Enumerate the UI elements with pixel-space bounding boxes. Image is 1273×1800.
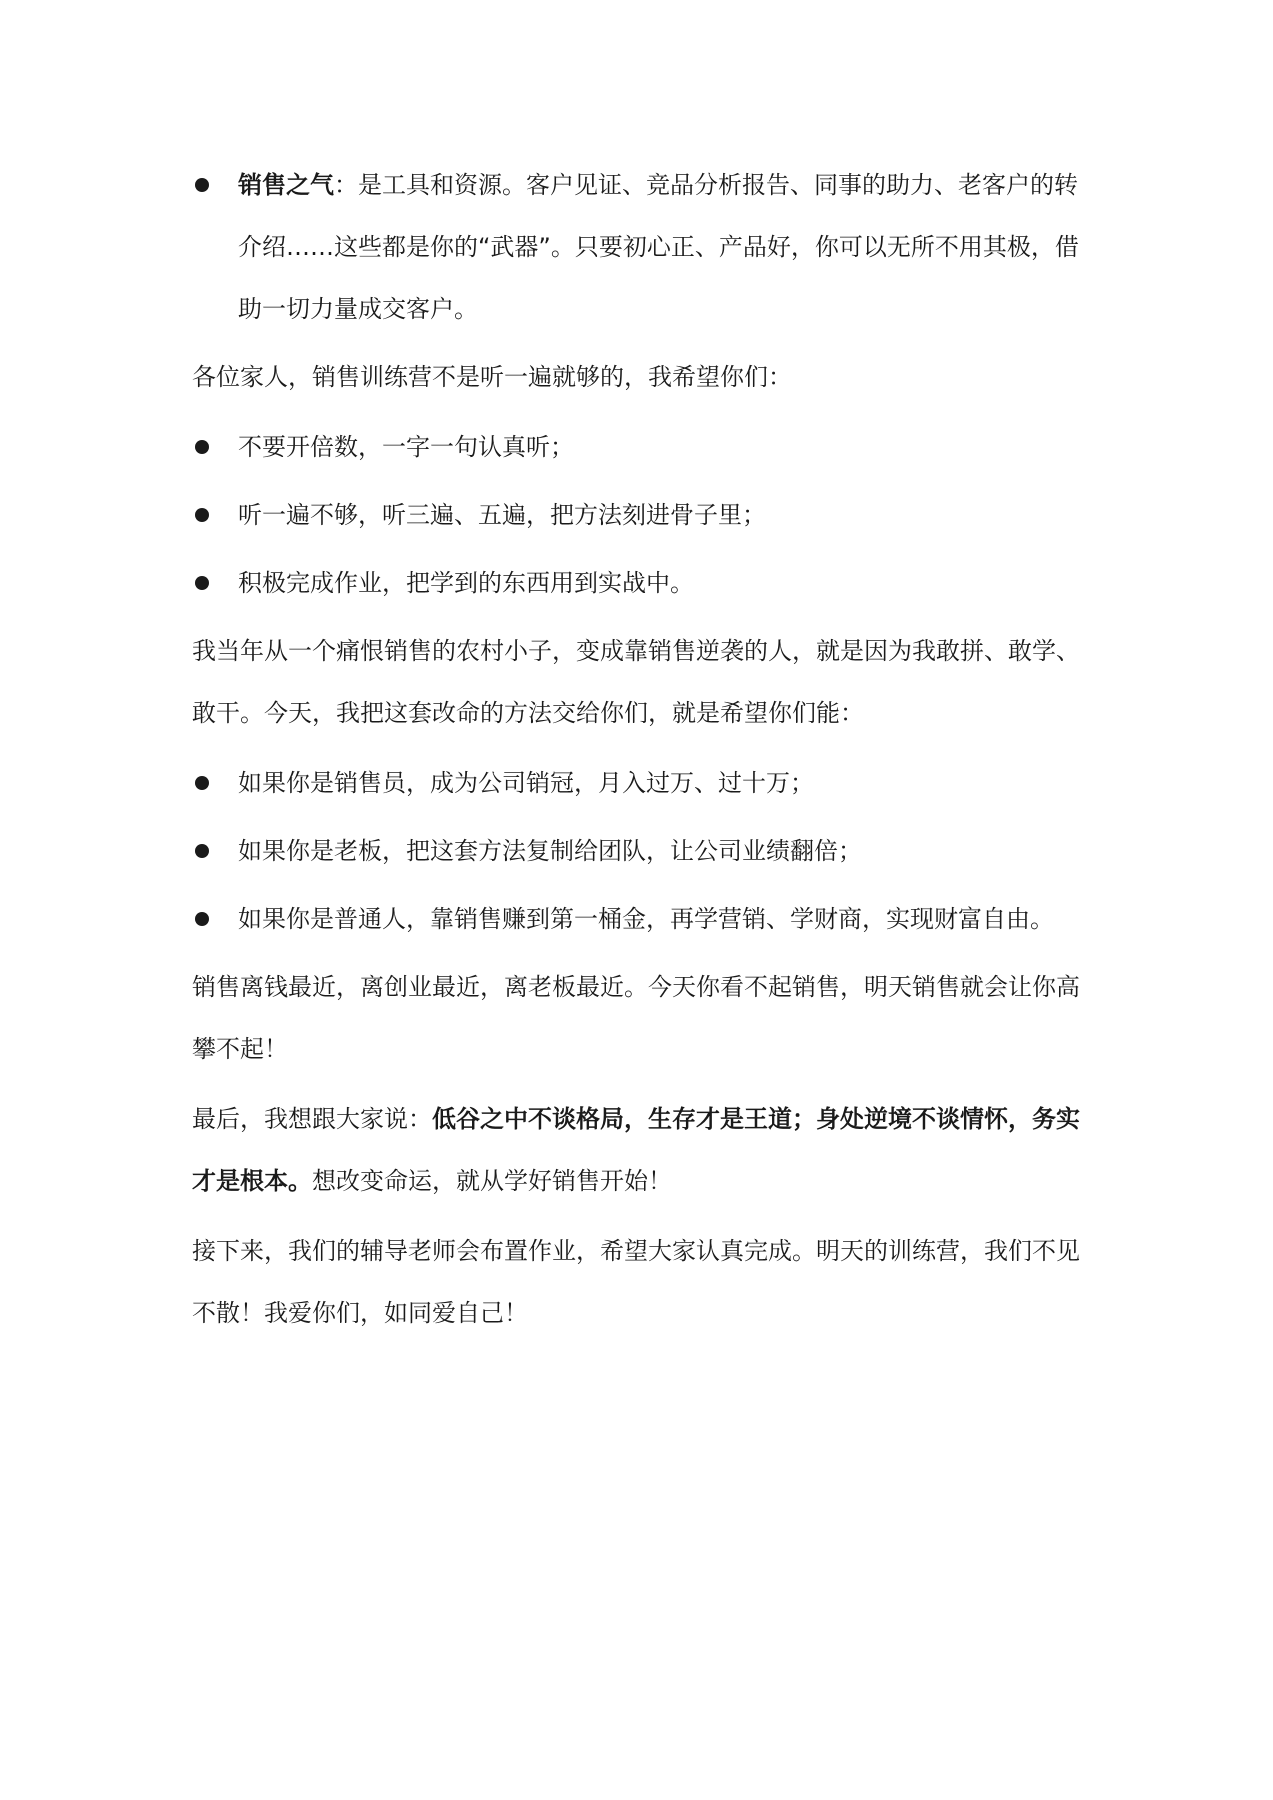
list-item bbox=[192, 752, 1092, 814]
bullet-dot-icon bbox=[195, 776, 209, 790]
final-words-bold: 低谷之中不谈格局，生存才是王道；身处逆境不谈情怀，务实才是根本。 bbox=[192, 1105, 1080, 1195]
list-item bbox=[192, 820, 1092, 882]
final-words-prefix: 最后，我想跟大家说： bbox=[192, 1105, 432, 1133]
final-words-suffix: 想改变命运，就从学好销售开始！ bbox=[312, 1167, 672, 1195]
bullet-dot-icon bbox=[195, 508, 209, 522]
paragraph-story: 我当年从一个痛恨销售的农村小子，变成靠销售逆袭的人，就是因为我敢拼、敢学、敢干。今天，我把这套改命的方法交给你们，就是希望你们能： bbox=[192, 637, 1080, 727]
bullet-dot-icon bbox=[195, 178, 209, 192]
paragraph-closing: 接下来，我们的辅导老师会布置作业，希望大家认真完成。明天的训练营，我们不见不散！我爱你们，如同爱自己！ bbox=[192, 1237, 1080, 1327]
list-item bbox=[192, 484, 1092, 546]
list-item bbox=[192, 552, 1092, 614]
list-item-text: 不要开倍数，一字一句认真听； bbox=[238, 433, 574, 461]
bullet-dot-icon bbox=[195, 912, 209, 926]
list-item-text: 如果你是老板，把这套方法复制给团队，让公司业绩翻倍； bbox=[238, 837, 862, 865]
list-item bbox=[192, 416, 1092, 478]
list-item-text: 积极完成作业，把学到的东西用到实战中。 bbox=[238, 569, 694, 597]
list-item-text: 如果你是销售员，成为公司销冠，月入过万、过十万； bbox=[238, 769, 814, 797]
paragraph-final-words bbox=[192, 1088, 1092, 1212]
bullet-dot-icon bbox=[195, 576, 209, 590]
list-item-text: 听一遍不够，听三遍、五遍，把方法刻进骨子里； bbox=[238, 501, 766, 529]
list-item-text: 如果你是普通人，靠销售赚到第一桶金，再学营销、学财商，实现财富自由。 bbox=[238, 905, 1054, 933]
bullet-dot-icon bbox=[195, 440, 209, 454]
list-item bbox=[192, 888, 1092, 950]
bullet-item-sales-qi bbox=[192, 154, 1092, 340]
bullet-text: ：是工具和资源。客户见证、竞品分析报告、同事的助力、老客户的转介绍……这些都是你的“武器”。只要初心正、产品好，你可以无所不用其极，借助一切力量成交客户。 bbox=[238, 171, 1079, 323]
document-body bbox=[192, 154, 1092, 1352]
bullet-dot-icon bbox=[195, 844, 209, 858]
bullet-bold-term: 销售之气 bbox=[238, 171, 334, 199]
paragraph-sales-money: 销售离钱最近，离创业最近，离老板最近。今天你看不起销售，明天销售就会让你高攀不起！ bbox=[192, 973, 1080, 1063]
paragraph-intro-list: 各位家人，销售训练营不是听一遍就够的，我希望你们： bbox=[192, 363, 792, 391]
